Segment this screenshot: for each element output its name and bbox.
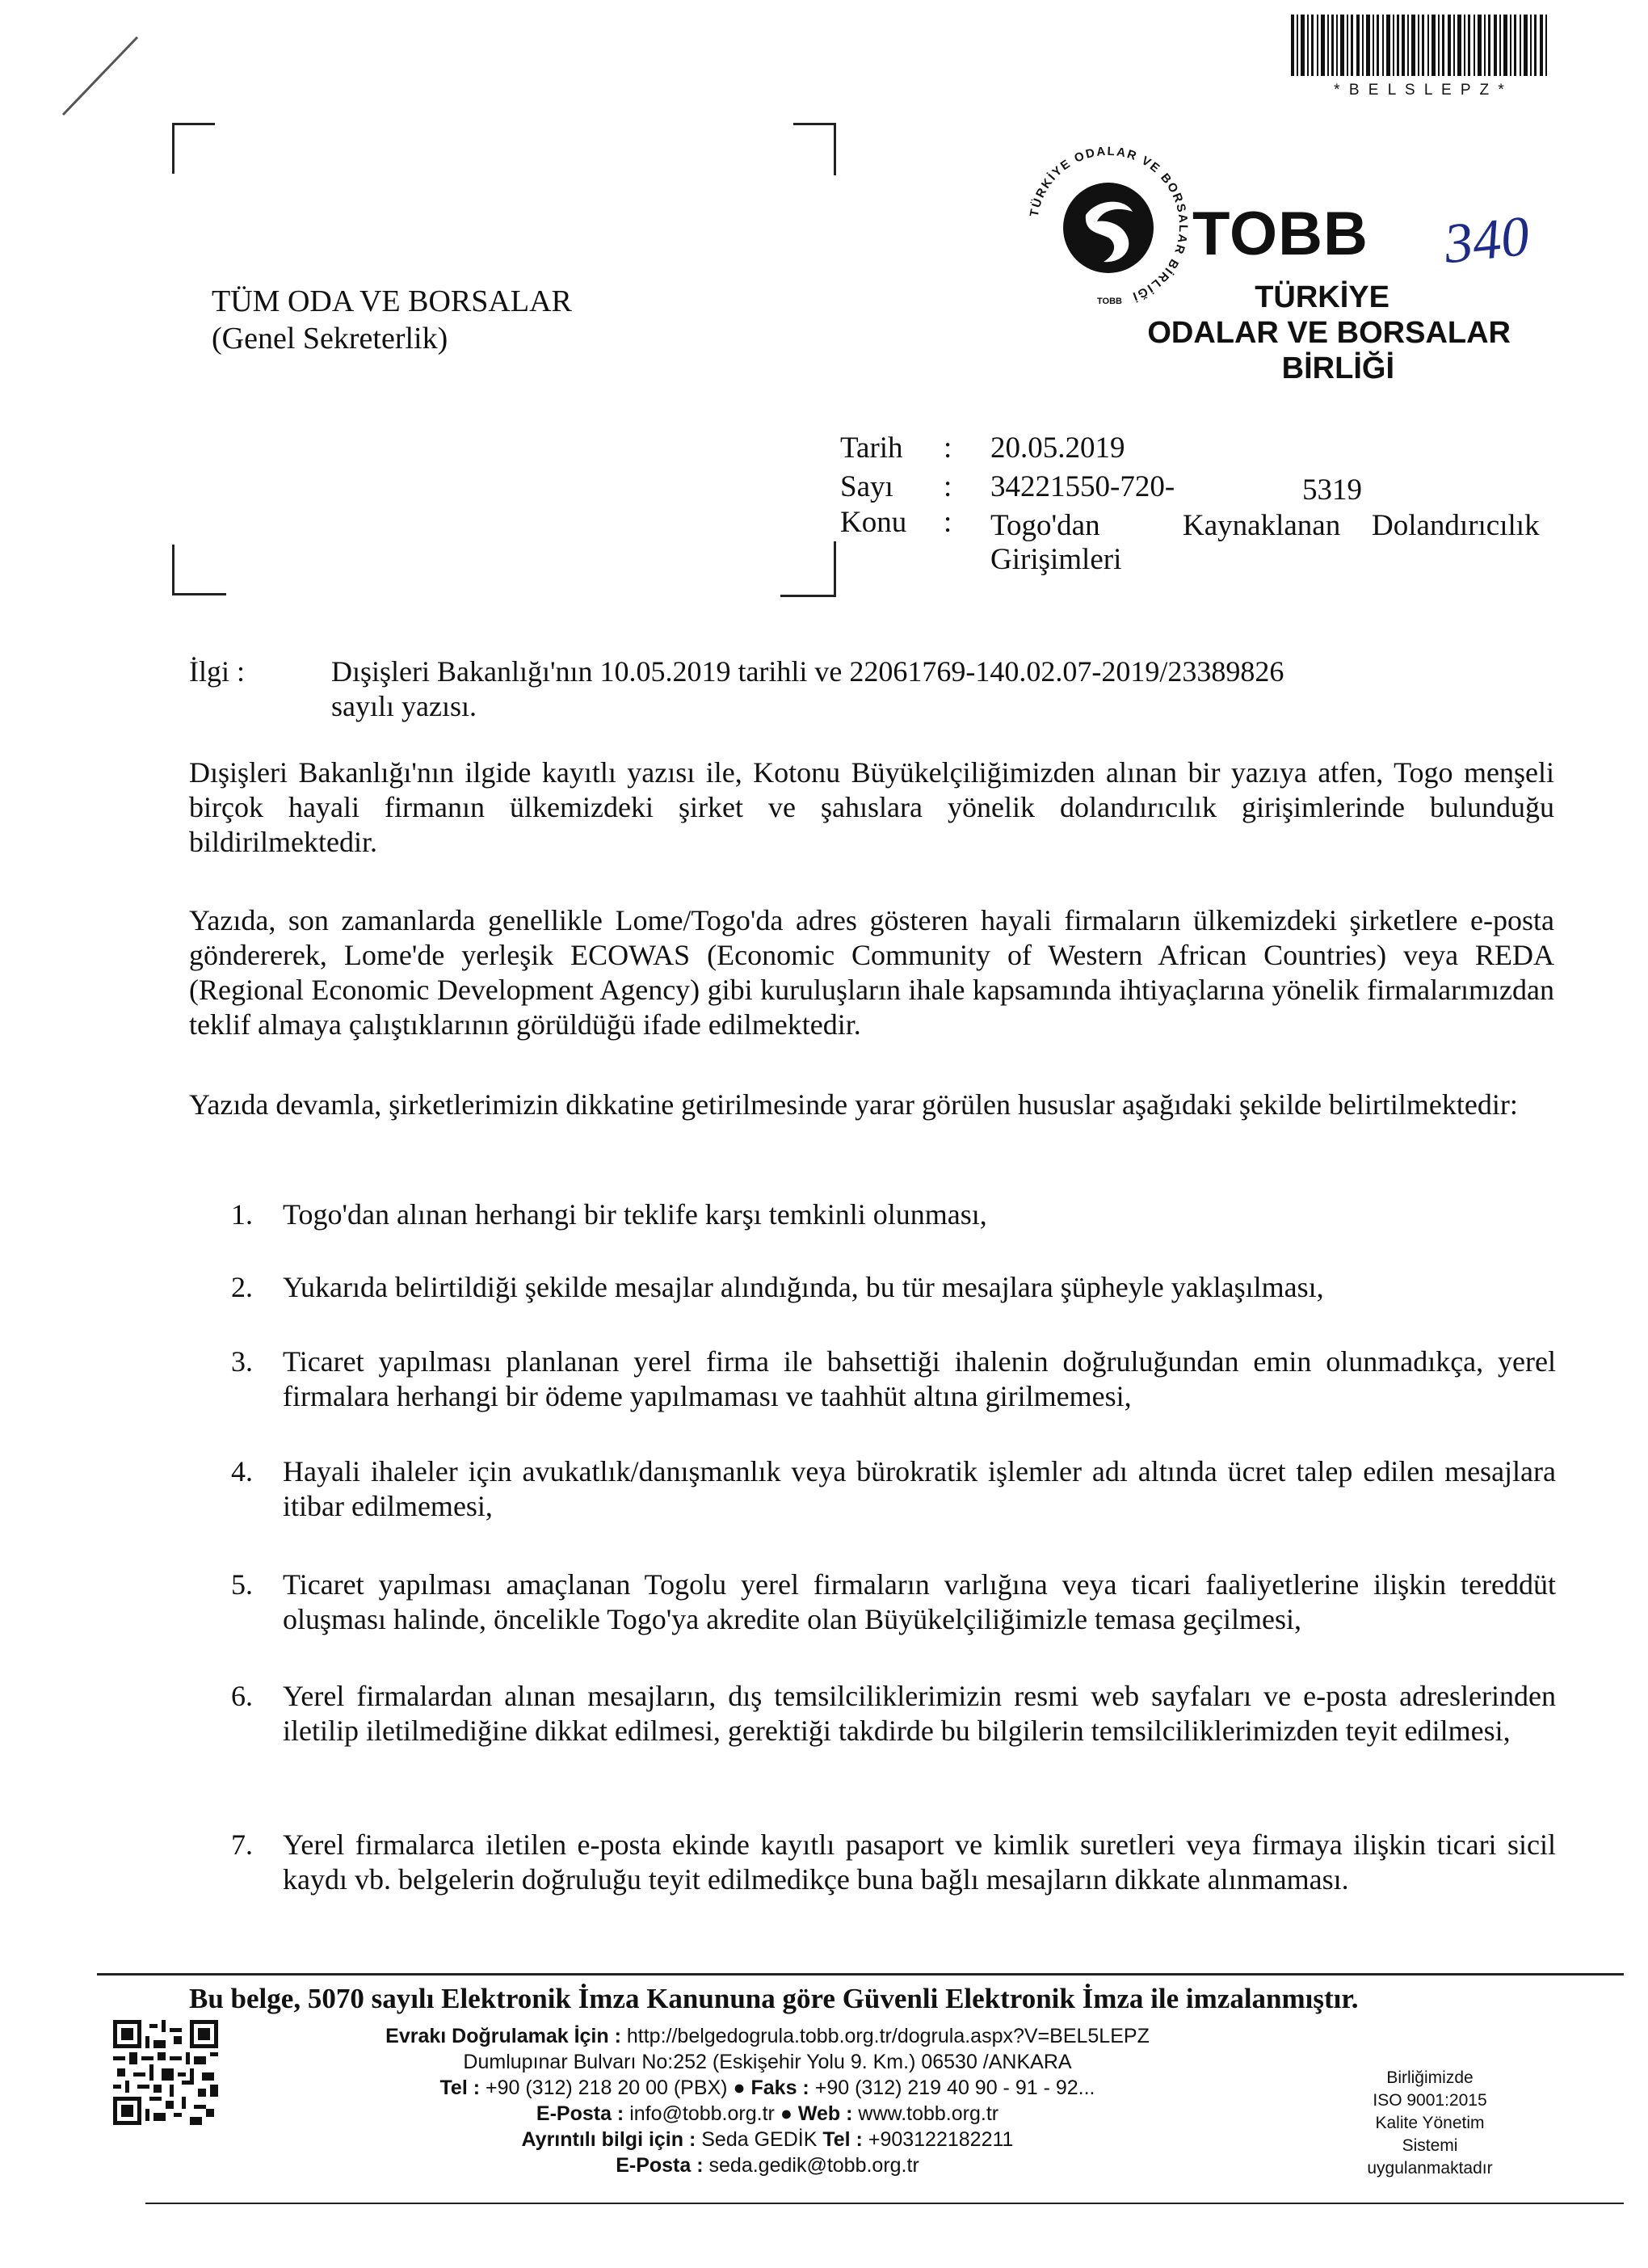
tel-label: Tel : [439, 2077, 481, 2099]
contact-tel-label: Tel : [822, 2128, 863, 2151]
date-label: Tarih [840, 431, 903, 465]
web-label: Web : [797, 2102, 853, 2125]
logo-line2: ODALAR VE BORSALAR [1147, 316, 1511, 350]
addressee-line1: TÜM ODA VE BORSALAR [212, 284, 572, 318]
date-colon: : [944, 431, 952, 465]
date-value: 20.05.2019 [990, 431, 1125, 465]
addressee [212, 283, 572, 357]
logo-line1: TÜRKİYE [1255, 280, 1389, 314]
subject-colon: : [944, 506, 952, 539]
email-value[interactable]: info@tobb.org.tr [629, 2102, 775, 2125]
footer-contact-block [242, 2023, 1293, 2178]
list-item-number: 4. [231, 1455, 253, 1487]
verify-url[interactable]: http://belgedogrula.tobb.org.tr/dogrula.aspx?V=BEL5LEPZ [626, 2025, 1150, 2047]
ilgi-line2: sayılı yazısı. [331, 690, 477, 722]
number-value: 34221550-720- [990, 470, 1175, 503]
pen-stroke-mark [48, 32, 145, 121]
window-corner-tl [172, 123, 215, 174]
logo-org-name [1074, 280, 1511, 386]
handwritten-number: 340 [1441, 204, 1532, 276]
ilgi-label: İlgi : [189, 655, 245, 688]
contact-email[interactable]: seda.gedik@tobb.org.tr [708, 2154, 919, 2177]
contact-line [242, 2127, 1293, 2152]
verify-label: Evrakı Doğrulamak İçin : [385, 2025, 621, 2047]
web-value[interactable]: www.tobb.org.tr [858, 2102, 999, 2125]
list-item-number: 5. [231, 1568, 253, 1601]
list-item-text: Ticaret yapılması amaçlanan Togolu yerel firmaların varlığına veya ticari faaliyetlerine ilişkin tereddüt oluşması halinde, öncelikle Togo'ya akredite olan Büyükelçiliğimizle temasa geçilmesi, [283, 1568, 1556, 1635]
bullet-icon: ● [780, 2102, 798, 2125]
iso-line4: Sistemi [1402, 2136, 1458, 2155]
ilgi-text [331, 654, 1559, 724]
fax-label: Faks : [750, 2077, 809, 2099]
email-label: E-Posta : [536, 2102, 624, 2125]
barcode [1289, 15, 1551, 99]
iso-line3: Kalite Yönetim [1375, 2114, 1485, 2132]
footer-bottom-rule [145, 2203, 1624, 2204]
window-corner-bl [172, 545, 226, 595]
contact-email-label: E-Posta : [616, 2154, 704, 2177]
paragraph-1: Dışişleri Bakanlığı'nın ilgide kayıtlı yazısı ile, Kotonu Büyükelçiliğimizden alınan bir yazıya atfen, Togo menşeli birçok hayali firmanın ülkemizdeki şirket ve şahıslara yönelik dolandırıcılık girişimlerinde bulunduğu bildirilmektedir. [189, 756, 1554, 858]
window-corner-br [780, 541, 836, 597]
esign-notice: Bu belge, 5070 sayılı Elektronik İmza Kanununa göre Güvenli Elektronik İmza ile imzalanmıştır. [189, 1983, 1359, 2014]
fax-value: +90 (312) 219 40 90 - 91 - 92... [814, 2077, 1095, 2099]
tel-value: +90 (312) 218 20 00 (PBX) [486, 2077, 728, 2099]
iso-line5: uygulanmaktadır [1367, 2159, 1493, 2178]
list-item-text: Yerel firmalardan alınan mesajların, dış temsilciliklerimizin resmi web sayfaları ve e-posta adreslerinden iletilip iletilmediğine dikkat edilmesi, gerektiği takdirde bu bilgilerin temsilciliklerimizden teyit edilmesi, [283, 1680, 1556, 1747]
iso-line2: ISO 9001:2015 [1373, 2091, 1487, 2110]
footer-address: Dumlupınar Bulvarı No:252 (Eskişehir Yolu 9. Km.) 06530 /ANKARA [463, 2051, 1072, 2073]
list-item-number: 3. [231, 1345, 253, 1378]
subject-label: Konu [840, 506, 907, 539]
list-item-number: 1. [231, 1198, 253, 1231]
paragraph-2: Yazıda, son zamanlarda genellikle Lome/Togo'da adres gösteren hayali firmaların ülkemizdeki şirketlere e-posta göndererek, Lome'de yerleşik ECOWAS (Economic Community of Western African Countries) veya REDA (Regional Economic Development Agency) gibi kuruluşların ihale kapsamında ihtiyaçlarına yönelik firmalarımızdan teklif almaya çalıştıklarının görüldüğü ifade edilmektedir. [189, 904, 1554, 1041]
number-colon: : [944, 470, 952, 503]
number-suffix: 5319 [1302, 473, 1362, 507]
contact-label: Ayrıntılı bilgi için : [521, 2128, 696, 2151]
email-web-line [242, 2101, 1293, 2127]
tel-fax-line [242, 2075, 1293, 2101]
bullet-icon: ● [733, 2077, 751, 2099]
list-item-text: Ticaret yapılması planlanan yerel firma ile bahsettiği ihalenin doğruluğundan emin olunmadıkça, yerel firmalara herhangi bir ödeme yapılmaması ve taahhüt altına girilmemesi, [283, 1345, 1556, 1412]
list-item-text: Togo'dan alınan herhangi bir teklife karşı temkinli olunması, [283, 1198, 987, 1231]
ilgi-line1: Dışişleri Bakanlığı'nın 10.05.2019 tarihli ve 22061769-140.02.07-2019/23389826 [331, 655, 1284, 688]
list-item-number: 6. [231, 1680, 253, 1712]
addressee-line2: (Genel Sekreterlik) [212, 322, 448, 356]
logo-ring-text: TÜRKİYE ODALAR VE BORSALAR BİRLİĞİ [1027, 144, 1191, 304]
barcode-code: * B E L S L E P Z * [1334, 82, 1507, 99]
list-item-text: Yukarıda belirtildiği şekilde mesajlar alındığında, bu tür mesajlara şüpheyle yaklaşılması, [283, 1271, 1324, 1303]
iso-note [1325, 2067, 1535, 2180]
footer-top-rule [97, 1973, 1624, 1976]
list-item-text: Hayali ihaleler için avukatlık/danışmanlık veya bürokratik işlemler adı altında ücret talep edilen mesajlara itibar edilmemesi, [283, 1455, 1556, 1522]
subject-line1-a: Togo'dan [990, 509, 1100, 542]
window-corner-tr [793, 123, 836, 175]
logo-small-text: TOBB [1097, 297, 1122, 306]
subject-line2: Girişimleri [990, 543, 1122, 576]
verify-line [242, 2023, 1293, 2049]
logo-name: TOBB [1192, 200, 1368, 268]
contact-tel: +903122182211 [868, 2128, 1014, 2151]
meta-block [840, 430, 1583, 591]
iso-line1: Birliğimizde [1386, 2068, 1474, 2087]
list-item-number: 2. [231, 1271, 253, 1303]
qr-code [113, 2020, 218, 2125]
barcode-bars [1289, 15, 1551, 76]
logo-line3: BİRLİĞİ [1281, 351, 1394, 385]
contact-name: Seda GEDİK [701, 2128, 818, 2151]
contact-email-line [242, 2152, 1293, 2178]
paragraph-3: Yazıda devamla, şirketlerimizin dikkatine getirilmesinde yarar görülen hususlar aşağıdaki şekilde belirtilmektedir: [189, 1088, 1518, 1121]
subject-line1-b: Kaynaklanan [1183, 509, 1341, 542]
list-item-number: 7. [231, 1828, 253, 1861]
number-label: Sayı [840, 470, 893, 503]
list-item-text: Yerel firmalarca iletilen e-posta ekinde kayıtlı pasaport ve kimlik suretleri veya firmaya ilişkin ticari sicil kaydı vb. belgelerin doğruluğu teyit edilmedikçe buna bağlı mesajların dikkate alınmaması. [283, 1828, 1556, 1896]
subject-line1-c: Dolandırıcılık [1372, 509, 1540, 542]
